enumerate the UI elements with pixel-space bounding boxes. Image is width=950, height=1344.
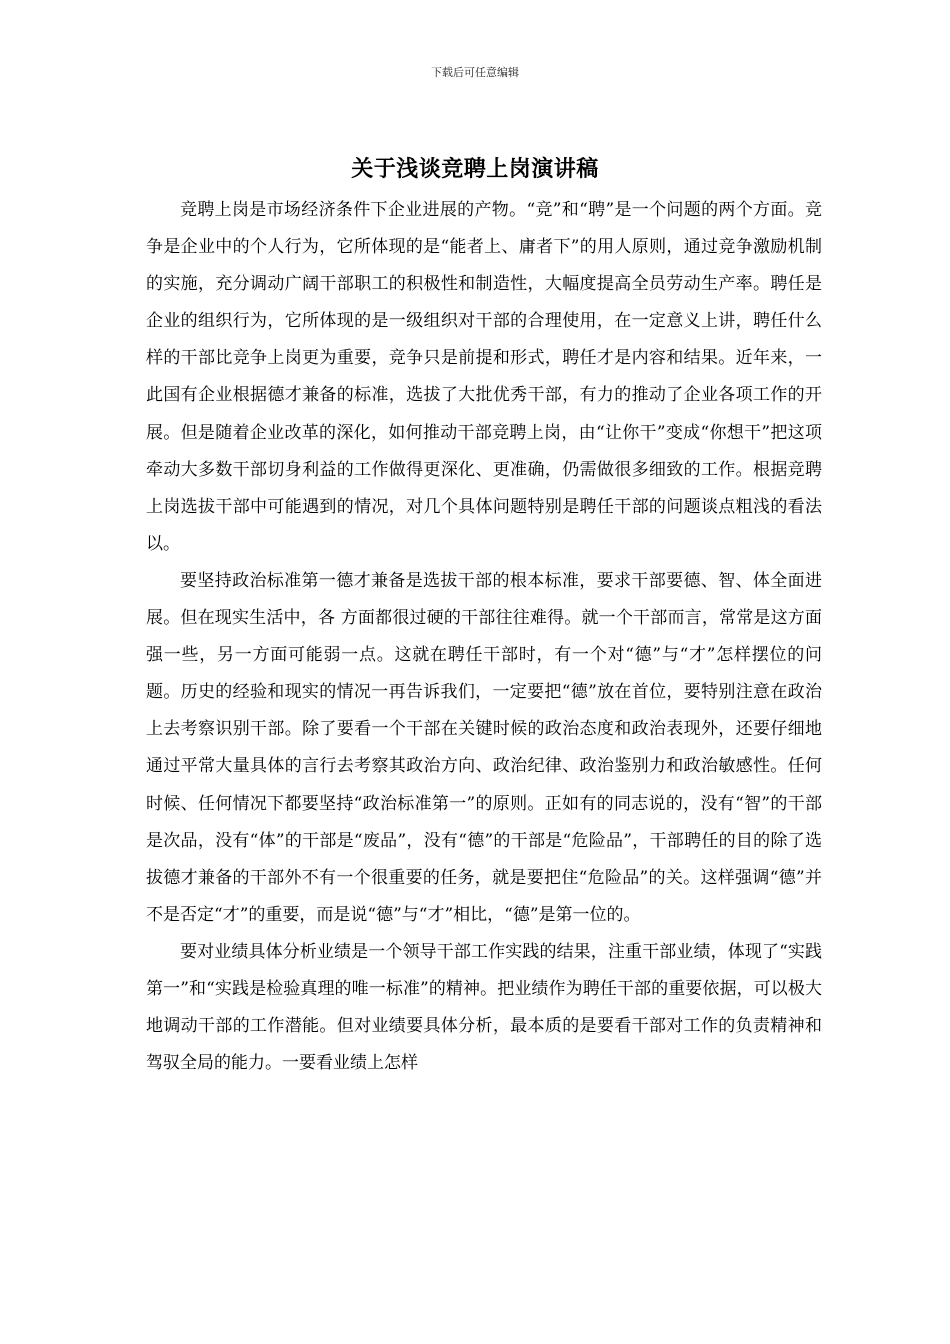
- document-title: 关于浅谈竞聘上岗演讲稿: [351, 156, 599, 182]
- page-header-note: 下载后可任意编辑: [431, 66, 519, 79]
- paragraph-2: 要坚持政治标准第一德才兼备是选拔干部的根本标准，要求干部要德、智、体全面进展。但在现实生活中，各 方面都很过硬的干部往往难得。就一个干部而言，常常是这方面强一些，另一方面可能弱一点。这就在聘任干部时，有一个对“德”与“才”怎样摆位的问题。历史的经验和现实的情况一再告诉我们，一定要把“德”放在首位，要特别注意在政治上去考察识别干部。除了要看一个干部在关键时候的政治态度和政治表现外，还要仔细地通过平常大量具体的言行去考察其政治方向、政治纪律、政治鉴别力和政治敏感性。任何时候、任何情况下都要坚持“政治标准第一”的原则。正如有的同志说的，没有“智”的干部是次品，没有“体”的干部是“废品”，没有“德”的干部是“危险品”，干部聘任的目的除了选拔德才兼备的干部外不有一个很重要的任务，就是要把住“危险品”的关。这样强调“德”并不是否定“才”的重要，而是说“德”与“才”相比，“德”是第一位的。: [146, 570, 822, 925]
- paragraph-3: 要对业绩具体分析业绩是一个领导干部工作实践的结果，注重干部业绩，体现了“实践第一”和“实践是检验真理的唯一标准”的精神。把业绩作为聘任干部的重要依据，可以极大地调动干部的工作潜能。但对业绩要具体分析，最本质的是要看干部对工作的负责精神和驾驭全局的能力。一要看业绩上怎样: [146, 941, 822, 1074]
- document-body: [146, 192, 822, 1082]
- paragraph-1: 竞聘上岗是市场经济条件下企业进展的产物。“竞”和“聘”是一个问题的两个方面。竞争是企业中的个人行为，它所体现的是“能者上、庸者下”的用人原则，通过竞争激励机制的实施，充分调动广阔干部职工的积极性和制造性，大幅度提高全员劳动生产率。聘任是企业的组织行为，它所体现的是一级组织对干部的合理使用，在一定意义上讲，聘任什么样的干部比竞争上岗更为重要，竞争只是前提和形式，聘任才是内容和结果。近年来，一此国有企业根据德才兼备的标准，选拔了大批优秀干部，有力的推动了企业各项工作的开展。但是随着企业改革的深化，如何推动干部竞聘上岗，由“让你干”变成“你想干”把这项牵动大多数干部切身利益的工作做得更深化、更准确，仍需做很多细致的工作。根据竞聘上岗选拔干部中可能遇到的情况，对几个具体问题特别是聘任干部的问题谈点粗浅的看法以。: [146, 200, 822, 554]
